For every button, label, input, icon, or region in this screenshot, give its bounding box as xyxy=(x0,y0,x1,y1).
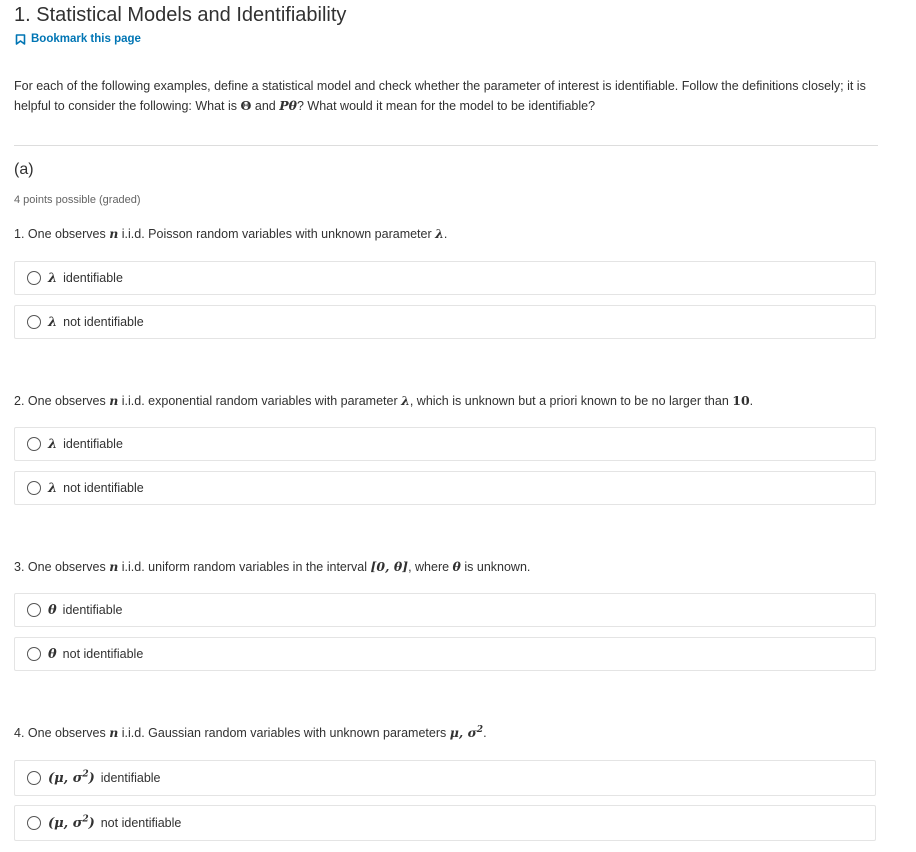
question-text: i.i.d. Poisson random variables with unknown parameter xyxy=(118,227,436,241)
question-text: . xyxy=(443,227,448,241)
option-symbol xyxy=(48,816,95,831)
radio-button[interactable] xyxy=(27,603,41,617)
question-text: i.i.d. Gaussian random variables with unknown parameters xyxy=(118,726,450,740)
option-symbol-sup: 2 xyxy=(82,769,89,780)
question-text: 3. One observes xyxy=(14,560,110,574)
option-symbol-base: (μ, σ xyxy=(48,815,83,831)
question-text: , which is unknown but a priori known to be no larger than xyxy=(409,394,733,408)
bookmark-icon xyxy=(15,34,26,45)
intro-and: and xyxy=(251,99,280,113)
q3-option-not-identifiable[interactable] xyxy=(14,637,876,671)
question-4 xyxy=(14,725,487,740)
option-label: not identifiable xyxy=(63,481,144,495)
math-var: n xyxy=(109,725,119,740)
q3-option-identifiable[interactable] xyxy=(14,593,876,627)
q1-option-identifiable[interactable] xyxy=(14,261,876,295)
option-symbol: θ xyxy=(48,646,57,662)
option-label: identifiable xyxy=(63,437,123,451)
q2-option-identifiable[interactable] xyxy=(14,427,876,461)
option-symbol: λ xyxy=(48,480,58,496)
radio-button[interactable] xyxy=(27,816,41,830)
section-heading: (a) xyxy=(14,161,34,178)
radio-button[interactable] xyxy=(27,271,41,285)
radio-button[interactable] xyxy=(27,437,41,451)
option-label: not identifiable xyxy=(62,647,144,661)
points-possible: 4 points possible (graded) xyxy=(14,194,141,206)
option-symbol: λ xyxy=(48,436,58,452)
option-symbol-close: ) xyxy=(88,815,95,831)
bookmark-button[interactable] xyxy=(15,33,141,45)
q4-option-identifiable[interactable] xyxy=(14,760,876,796)
math-interval: [0, θ] xyxy=(370,559,409,574)
option-symbol-base: (μ, σ xyxy=(48,770,83,786)
question-text: i.i.d. uniform random variables in the interval xyxy=(118,560,371,574)
option-label: identifiable xyxy=(62,603,123,617)
math-param: μ, σ xyxy=(449,725,477,740)
question-text: . xyxy=(483,726,487,740)
option-label: not identifiable xyxy=(100,816,182,830)
divider xyxy=(14,145,878,146)
q1-option-not-identifiable[interactable] xyxy=(14,305,876,339)
question-text: . xyxy=(749,394,754,408)
option-label: not identifiable xyxy=(63,315,144,329)
math-param: λ xyxy=(401,393,410,408)
math-param: λ xyxy=(435,226,444,241)
option-symbol-sup: 2 xyxy=(82,814,89,825)
math-var: n xyxy=(109,559,119,574)
p-theta-symbol: Pθ xyxy=(279,98,297,113)
radio-button[interactable] xyxy=(27,315,41,329)
theta-symbol: Θ xyxy=(240,98,252,113)
math-var: n xyxy=(109,226,119,241)
option-label: identifiable xyxy=(63,271,123,285)
math-var: n xyxy=(109,393,119,408)
question-3 xyxy=(14,559,530,574)
option-symbol xyxy=(48,771,95,786)
page-title: 1. Statistical Models and Identifiability xyxy=(14,4,347,26)
math-param: θ xyxy=(452,559,461,574)
q4-option-not-identifiable[interactable] xyxy=(14,805,876,841)
question-text: 2. One observes xyxy=(14,394,110,408)
math-bound: 10 xyxy=(732,393,750,408)
radio-button[interactable] xyxy=(27,481,41,495)
option-label: identifiable xyxy=(100,771,161,785)
question-text: , where xyxy=(408,560,453,574)
question-text: 4. One observes xyxy=(14,726,110,740)
bookmark-label: Bookmark this page xyxy=(31,33,141,45)
question-1 xyxy=(14,226,447,241)
problem-intro xyxy=(14,76,876,116)
question-text: 1. One observes xyxy=(14,227,110,241)
radio-button[interactable] xyxy=(27,771,41,785)
option-symbol-close: ) xyxy=(88,770,95,786)
question-text: is unknown. xyxy=(460,560,531,574)
option-symbol: θ xyxy=(48,602,57,618)
option-symbol: λ xyxy=(48,270,58,286)
option-symbol: λ xyxy=(48,314,58,330)
question-text: i.i.d. exponential random variables with parameter xyxy=(118,394,402,408)
radio-button[interactable] xyxy=(27,647,41,661)
question-2 xyxy=(14,393,753,408)
intro-text: For each of the following examples, define a statistical model and check whether the parameter of interest is identifiable. Follow the definitions closely; it is helpful to consider the following: What is xyxy=(14,79,866,113)
q2-option-not-identifiable[interactable] xyxy=(14,471,876,505)
math-superscript: 2 xyxy=(476,724,484,735)
intro-text-end: ? What would it mean for the model to be identifiable? xyxy=(296,99,596,113)
